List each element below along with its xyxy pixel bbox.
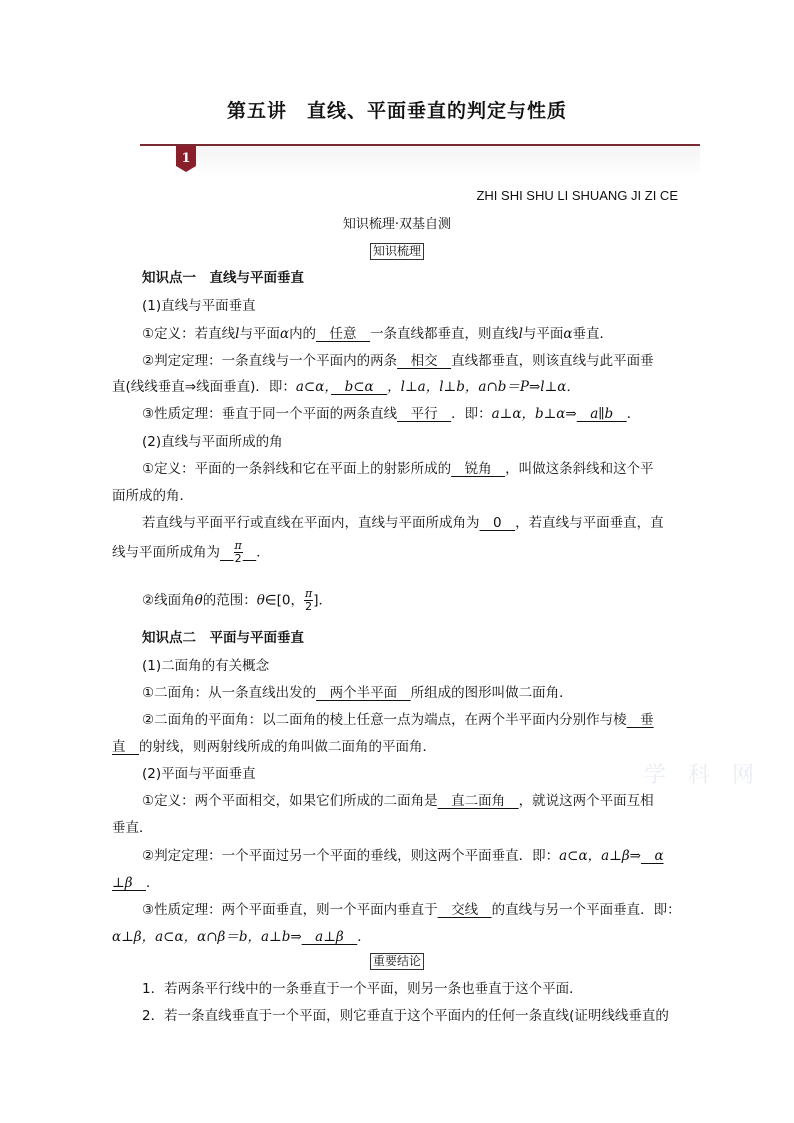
blank-alpha-perp-beta-a: α — [640, 848, 664, 864]
blank-intersect: 相交 — [397, 353, 452, 369]
blank-a-parallel-b: a∥b — [576, 406, 627, 422]
key-conclusions-box: 重要结论 — [370, 953, 424, 970]
conclusion-2: 2．若一条直线垂直于一个平面，则它垂直于这个平面内的任何一条直线(证明线线垂直的 — [142, 1008, 669, 1024]
kp2-property-line1: ③性质定理：两个平面垂直，则一个平面内垂直于 交线 的直线与另一个平面垂直．即： — [142, 902, 681, 918]
kp2-theorem-line1: ②判定定理：一个平面过另一个平面的垂线，则这两个平面垂直．即：a⊂α，a⊥β⇒ α — [142, 848, 664, 864]
pinyin-caption: ZHI SHI SHU LI SHUANG JI ZI CE — [476, 188, 678, 203]
kp2-property-line2: α⊥β，a⊂α，α∩β＝b，a⊥b⇒ a⊥β ． — [112, 929, 371, 945]
blank-parallel: 平行 — [397, 406, 452, 422]
kp1-sub2: (2)直线与平面所成的角 — [142, 434, 283, 450]
blank-zero: 0 — [479, 515, 516, 531]
blank-alpha-perp-beta-b: ⊥β — [112, 875, 147, 891]
kp1-heading: 知识点一 直线与平面垂直 — [142, 270, 304, 286]
badge-number: 1 — [181, 151, 191, 166]
section-subtitle: 知识梳理·双基自测 — [342, 217, 452, 232]
kp2-definition-line1: ①定义：两个平面相交，如果它们所成的二面角是 直二面角 ，就说这两个平面互相 — [142, 793, 654, 809]
kp1-sub1: (1)直线与平面垂直 — [142, 298, 256, 314]
conclusion-1: 1．若两条平行线中的一条垂直于一个平面，则另一条也垂直于这个平面． — [142, 981, 583, 997]
kp2-heading: 知识点二 平面与平面垂直 — [142, 630, 304, 646]
kp1-definition: ①定义：若直线l与平面α内的 任意 一条直线都垂直，则直线l与平面α垂直． — [142, 326, 614, 342]
kp2-definition-line2: 垂直． — [112, 820, 153, 836]
blank-acute: 锐角 — [451, 461, 506, 477]
blank-pi-over-2: $\frac{\pi}{2}$ — [234, 539, 242, 565]
blank-a-perp-beta: a⊥β — [301, 929, 358, 945]
blank-b-in-alpha: b⊂α — [331, 379, 388, 395]
blank-perpendicular-a: 垂 — [626, 712, 654, 728]
kp1-angle-range: ②线面角θ的范围：θ∈[0， $\frac{\pi}{2}$ ]． — [142, 587, 333, 613]
header-band — [175, 146, 700, 178]
kp1-angle-def-line2: 面所成的角． — [112, 488, 193, 504]
kp1-property: ③性质定理：垂直于同一个平面的两条直线 平行 ．即：a⊥α，b⊥α⇒ a∥b ． — [142, 406, 641, 422]
blank-perpendicular-b: 直 — [112, 739, 139, 755]
blank-any: 任意 — [316, 326, 371, 342]
kp2-dihedral: ①二面角：从一条直线出发的 两个半平面 所组成的图形叫做二面角． — [142, 685, 573, 701]
kp2-theorem-line2: ⊥β ． — [112, 875, 160, 891]
kp2-plane-angle-line1: ②二面角的平面角：以二面角的棱上任意一点为端点，在两个半平面内分别作与棱 垂 — [142, 712, 654, 728]
knowledge-review-box: 知识梳理 — [370, 243, 424, 260]
kp1-parallel-line2: 线与平面所成角为 $\frac{\pi}{2}$ ． — [112, 539, 270, 565]
kp2-sub1: (1)二面角的有关概念 — [142, 658, 270, 674]
section-number-badge — [176, 146, 196, 172]
kp1-theorem-line2: 直(线线垂直⇒线面垂直)．即：a⊂α， b⊂α ，l⊥a，l⊥b，a∩b＝P⇒l⊥α． — [112, 379, 580, 395]
watermark: 学 科 网 — [599, 763, 754, 788]
blank-intersection-line: 交线 — [437, 902, 492, 918]
blank-two-half-planes: 两个半平面 — [316, 685, 411, 701]
lesson-title: 第五讲 直线、平面垂直的判定与性质 — [226, 100, 567, 122]
kp1-angle-def-line1: ①定义：平面的一条斜线和它在平面上的射影所成的 锐角 ，叫做这条斜线和这个平 — [142, 461, 654, 477]
kp1-theorem-line1: ②判定定理：一条直线与一个平面内的两条 相交 直线都垂直，则该直线与此平面垂 — [142, 353, 654, 369]
kp2-plane-angle-line2: 直 的射线，则两射线所成的角叫做二面角的平面角． — [112, 739, 436, 755]
kp1-parallel-line1: 若直线与平面平行或直线在平面内，直线与平面所成角为 0 ，若直线与平面垂直，直 — [142, 515, 664, 531]
kp2-sub2: (2)平面与平面垂直 — [142, 766, 256, 782]
blank-right-dihedral: 直二面角 — [437, 793, 519, 809]
